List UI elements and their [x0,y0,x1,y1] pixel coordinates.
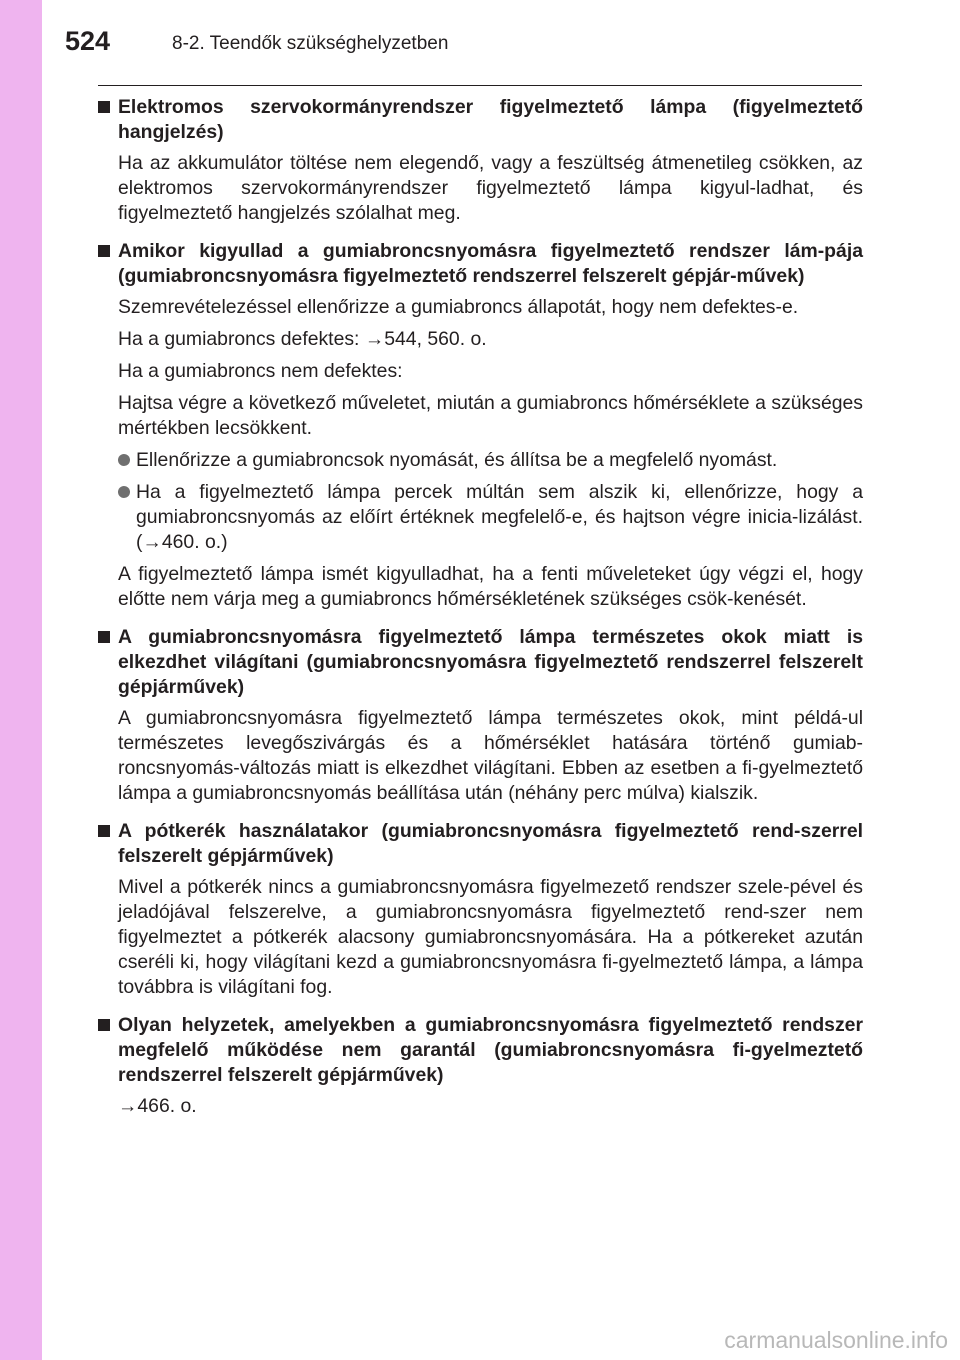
paragraph: Szemrevételezéssel ellenőrizze a gumiabroncs állapotát, hogy nem defektes-e. [118,296,799,318]
section-not-guaranteed [98,1013,863,1119]
square-bullet-icon [98,101,110,113]
header-rule [98,85,862,86]
square-bullet-icon [98,825,110,837]
list-item: Ellenőrizze a gumiabroncsok nyomását, és állítsa be a megfelelő nyomást. [136,448,863,473]
paragraph: A gumiabroncsnyomásra figyelmeztető lámpa természetes okok, mint példá-ul természetes levegőszivárgás és a hőmérséklet hatására történő gumiab-roncsnyomás-változás miatt is elkezdhet világítani. Ebben az esetben a fi-gyelmeztető lámpa a gumiabroncsnyomás beállítása után (néhány perc múlva) kialszik. [118,707,863,804]
chapter-title: 8-2. Teendők szükséghelyzetben [172,33,449,54]
paragraph-page-reference: Ha a gumiabroncs defektes: →544, 560. o. [118,328,487,350]
round-bullet-icon [118,486,130,498]
page-content [98,95,863,1126]
paragraph: Ha az akkumulátor töltése nem elegendő, vagy a feszültség átmenetileg csökken, az elektromos szervokormányrendszer figyelmeztető lámpa kigyul-ladhat, és figyelmeztető hangjelzés szólalhat meg. [118,152,863,224]
paragraph: Ha a gumiabroncs nem defektes: [118,360,403,382]
section-power-steering [98,95,863,226]
watermark: carmanualsonline.info [724,1327,948,1353]
section-heading: Elektromos szervokormányrendszer figyelmeztető lámpa (figyelmeztető hangjelzés) [98,95,863,145]
section-natural-causes [98,625,863,806]
paragraph: Hajtsa végre a következő műveletet, miután a gumiabroncs hőmérséklete a szükséges mértékben lecsökkent. [118,392,863,439]
section-heading: Olyan helyzetek, amelyekben a gumiabroncsnyomásra figyelmeztető rendszer megfelelő működése nem garantál (gumiabroncsnyomásra fi-gyelmeztető rendszerrel felszerelt gépjárművek) [98,1013,863,1088]
section-heading: Amikor kigyullad a gumiabroncsnyomásra figyelmeztető rendszer lám-pája (gumiabroncsnyomásra figyelmeztető rendszerrel felszerelt gépjár-művek) [98,239,863,289]
paragraph: Mivel a pótkerék nincs a gumiabroncsnyomásra figyelmezető rendszer szele-pével és jeladójával felszerelve, a gumiabroncsnyomásra figyelmeztető rend-szer nem figyelmeztet a pótkerék alacsony gumiabroncsnyomására. Ha a pótkereket azután cseréli ki, hogy világítani kezd a gumiabroncsnyomásra fi-gyelmeztető lámpa, a lámpa továbbra is világítani fog. [118,876,863,998]
section-tire-pressure-warning-light [98,239,863,612]
square-bullet-icon [98,1019,110,1031]
chapter-side-tab [0,0,42,1360]
paragraph: A figyelmeztető lámpa ismét kigyulladhat, ha a fenti műveleteket úgy végzi el, hogy előtte nem várja meg a gumiabroncs hőmérsékletének szükséges csök-kenését. [118,563,863,610]
square-bullet-icon [98,631,110,643]
round-bullet-icon [118,454,130,466]
paragraph-page-reference: →466. o. [118,1095,197,1117]
list-item: Ha a figyelmeztető lámpa percek múltán sem alszik ki, ellenőrizze, hogy a gumiabroncsnyomás az előírt értéknek megfelelő-e, és hajtson végre inicia-lizálást. (→460. o.) [136,480,863,555]
section-spare-tire [98,819,863,1000]
page-number: 524 [65,26,111,56]
section-heading: A gumiabroncsnyomásra figyelmeztető lámpa természetes okok miatt is elkezdhet világítani (gumiabroncsnyomásra figyelmeztető rendszerrel felszerelt gépjárművek) [98,625,863,700]
section-heading: A pótkerék használatakor (gumiabroncsnyomásra figyelmeztető rend-szerrel felszerelt gépjárművek) [98,819,863,869]
square-bullet-icon [98,245,110,257]
